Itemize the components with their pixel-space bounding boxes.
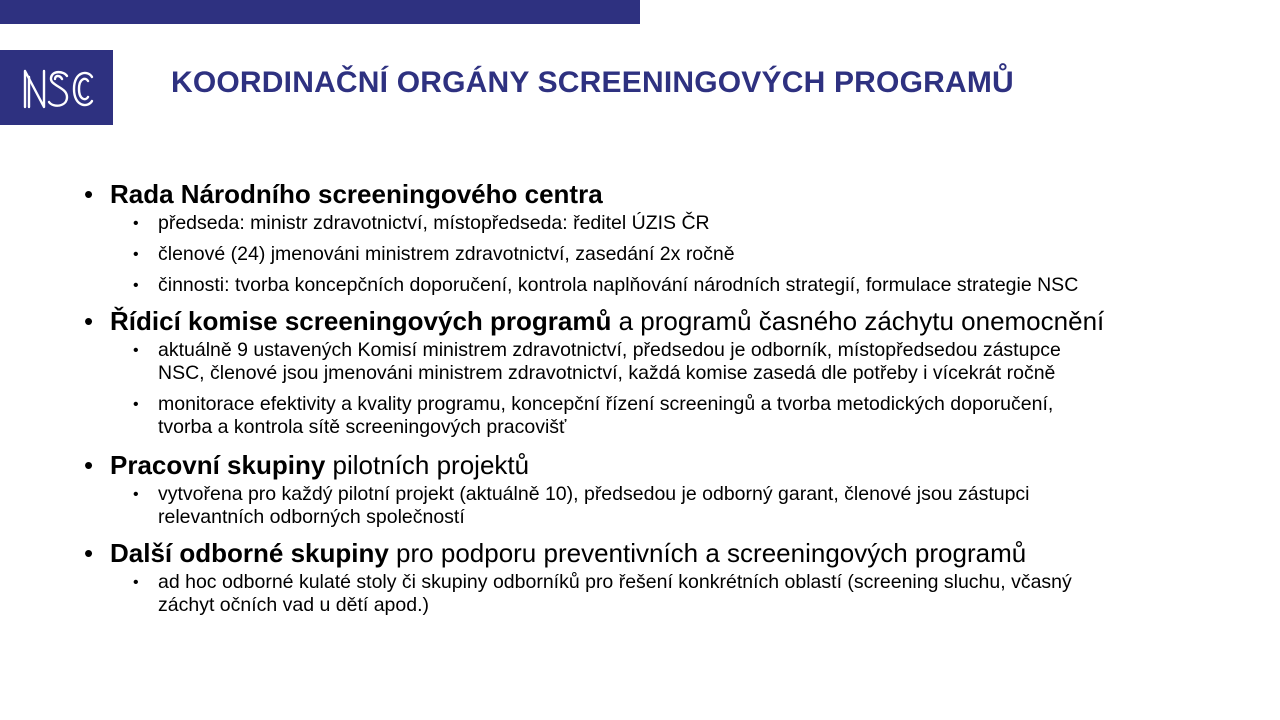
level2-line: monitorace efektivity a kvality programu, koncepční řízení screeningů a tvorba metodických doporučení, [158, 393, 1054, 415]
level2-line: členové (24) jmenováni ministrem zdravotnictví, zasedání 2x ročně [158, 243, 735, 265]
level1-bold: Rada Národního screeningového centra [110, 179, 603, 209]
level2-list [84, 212, 1264, 297]
level2-item [84, 212, 1264, 235]
nsc-logo-mark [0, 50, 113, 125]
level1-bold: Pracovní skupiny [110, 450, 326, 480]
level2-item [84, 571, 1264, 617]
level1-rest: pro podporu preventivních a screeningových programů [388, 538, 1027, 568]
level2-item [84, 339, 1264, 385]
level1-item [84, 537, 1264, 569]
level2-list [84, 571, 1264, 617]
level1-item [84, 305, 1264, 337]
bullet-icon: • [133, 486, 139, 503]
bullet-icon: • [133, 574, 139, 591]
bullet-icon: • [133, 215, 139, 232]
bullet-icon: • [133, 342, 139, 359]
bullet-icon: • [133, 396, 139, 413]
slide-title: KOORDINAČNÍ ORGÁNY SCREENINGOVÝCH PROGRAMŮ [171, 66, 1014, 99]
bullet-icon: • [84, 306, 94, 336]
level2-item [84, 243, 1264, 266]
level2-line: vytvořena pro každý pilotní projekt (aktuálně 10), předsedou je odborný garant, členové jsou zástupci [158, 483, 1030, 505]
level2-item [84, 393, 1264, 439]
top-accent-bar [0, 0, 640, 24]
level2-line: tvorba a kontrola sítě screeningových pracovišť [158, 416, 567, 438]
level2-line: ad hoc odborné kulaté stoly či skupiny odborníků pro řešení konkrétních oblastí (screening sluchu, včasný [158, 571, 1072, 593]
group-pracovni-skupiny [84, 449, 1264, 529]
level1-bold: Řídicí komise screeningových programů [110, 306, 612, 336]
level1-item [84, 449, 1264, 481]
level2-line: činnosti: tvorba koncepčních doporučení, kontrola naplňování národních strategií, formulace strategie NSC [158, 274, 1079, 296]
bullet-icon: • [133, 246, 139, 263]
level2-line: předseda: ministr zdravotnictví, místopředseda: ředitel ÚZIS ČR [158, 212, 710, 234]
bullet-icon: • [84, 179, 94, 209]
bullet-content [84, 178, 1264, 625]
bullet-icon: • [84, 538, 94, 568]
level2-item [84, 274, 1264, 297]
nsc-logo [0, 50, 113, 125]
group-rada [84, 178, 1264, 297]
group-dalsi-skupiny [84, 537, 1264, 617]
level2-list [84, 339, 1264, 439]
level1-rest: pilotních projektů [325, 450, 530, 480]
bullet-icon: • [133, 277, 139, 294]
level1-item [84, 178, 1264, 210]
level2-list [84, 483, 1264, 529]
level2-line: relevantních odborných společností [158, 506, 465, 528]
level2-line: NSC, členové jsou jmenováni ministrem zdravotnictví, každá komise zasedá dle potřeby i vícekrát ročně [158, 362, 1056, 384]
level1-rest: a programů časného záchytu onemocnění [611, 306, 1105, 336]
level2-line: aktuálně 9 ustavených Komisí ministrem zdravotnictví, předsedou je odborník, místopředsedou zástupce [158, 339, 1061, 361]
bullet-icon: • [84, 450, 94, 480]
level1-bold: Další odborné skupiny [110, 538, 389, 568]
level2-line: záchyt očních vad u dětí apod.) [158, 594, 430, 616]
group-ridici-komise [84, 305, 1264, 439]
level2-item [84, 483, 1264, 529]
